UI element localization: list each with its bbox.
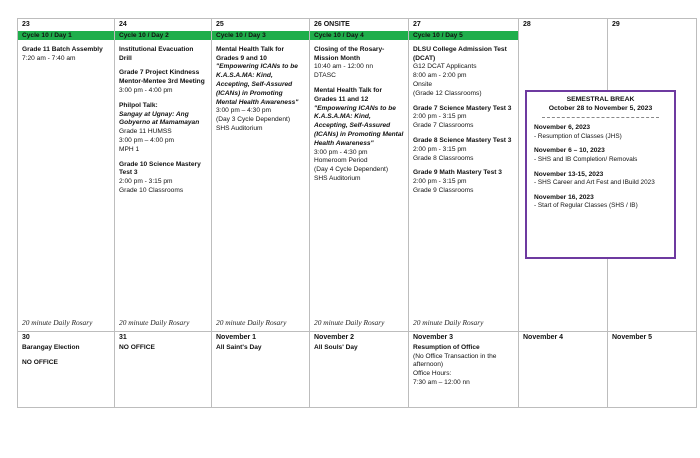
rosary-note: 20 minute Daily Rosary	[216, 318, 287, 327]
cycle-label: Cycle 10 / Day 2	[115, 31, 211, 40]
event	[413, 169, 514, 195]
day-content	[310, 19, 408, 192]
day-cell	[115, 19, 212, 332]
event-detail: 2:00 pm - 3:15 pm	[413, 178, 467, 186]
event-title: Mental Health Talk for Grades 11 and 12	[314, 86, 383, 103]
event	[119, 344, 207, 353]
event	[119, 102, 207, 155]
event-subtitle: Sangay at Ugnay: Ang Gobyerno at Mamamayan	[119, 110, 200, 127]
event	[413, 344, 514, 388]
day-content	[212, 19, 309, 142]
cycle-label: Cycle 10 / Day 5	[409, 31, 518, 40]
day-cell	[18, 332, 115, 408]
event-detail: 8:00 am - 2:00 pm	[413, 72, 467, 80]
rosary-note: 20 minute Daily Rosary	[119, 318, 190, 327]
event-detail: 7:30 am – 12:00 nn	[413, 378, 470, 386]
day-cell	[310, 19, 409, 332]
event	[314, 344, 404, 353]
event-title: All Souls' Day	[314, 343, 358, 351]
break-item-date: November 16, 2023	[534, 193, 594, 201]
event-title: All Saint's Day	[216, 343, 262, 351]
break-item-desc: - Resumption of Classes (JHS)	[534, 132, 622, 140]
event-detail: Onsite	[413, 80, 433, 88]
day-cell	[212, 19, 310, 332]
event-detail: 10:40 am - 12:00 nn	[314, 63, 374, 71]
day-content	[608, 332, 696, 346]
break-item-date: November 13-15, 2023	[534, 170, 604, 178]
day-content	[115, 19, 211, 204]
semestral-break-dates: October 28 to November 5, 2023	[548, 104, 653, 112]
event	[314, 46, 404, 81]
semestral-break-box	[525, 90, 676, 259]
event-detail: 2:00 pm - 3:15 pm	[413, 113, 467, 121]
event-subtitle: "Empowering ICANs to be K.A.S.A.MA: Kind, Accepting, Self-Assured (ICANs) in Promoting Mental Health Awareness"	[216, 63, 299, 106]
day-cell	[212, 332, 310, 408]
day-content	[608, 19, 696, 33]
event-detail: Grade 8 Classrooms	[413, 154, 474, 162]
break-item-desc: - SHS Career and Art Fest and IBuild 2023	[534, 179, 655, 187]
event-title: Resumption of Office	[413, 343, 480, 351]
event-detail: MPH 1	[119, 145, 140, 153]
event-detail: DTASC	[314, 72, 336, 80]
break-item-desc: - SHS and IB Completion/ Removals	[534, 155, 638, 163]
day-number: November 5	[612, 334, 653, 341]
event-title: Grade 7 Science Mastery Test 3	[413, 104, 512, 112]
event-detail: 3:00 pm – 4:00 pm	[119, 136, 174, 144]
event-title: NO OFFICE	[22, 358, 58, 366]
event-title: Grade 7 Project Kindness Mentor-Mentee 3rd Meeting	[119, 69, 205, 86]
day-number: November 2	[314, 334, 355, 341]
event-detail: 2:00 pm - 3:15 pm	[413, 145, 467, 153]
event-title: Philpol Talk:	[119, 101, 158, 109]
day-number: 31	[119, 334, 127, 341]
day-cell	[310, 332, 409, 408]
event-title: DLSU College Admission Test (DCAT)	[413, 45, 507, 62]
event-detail: 7:20 am - 7:40 am	[22, 54, 76, 62]
day-cell	[115, 332, 212, 408]
cycle-label: Cycle 10 / Day 3	[212, 31, 309, 40]
event-title: Grade 8 Science Mastery Test 3	[413, 136, 512, 144]
divider	[542, 117, 659, 118]
event	[119, 161, 207, 196]
event-detail: Homeroom Period	[314, 157, 368, 165]
event	[413, 137, 514, 163]
day-number: November 1	[216, 334, 257, 341]
week-row-2	[18, 332, 697, 408]
day-cell	[409, 332, 519, 408]
event-subtitle: "Empowering ICANs to be K.A.S.A.MA: Kind, Accepting, Self-Assured (ICANs) in Promoting Mental Health Awareness"	[314, 104, 404, 147]
semestral-break-title: SEMESTRAL BREAK	[566, 96, 635, 103]
event	[22, 359, 110, 368]
event-detail: SHS Auditorium	[314, 174, 361, 182]
event-detail: G12 DCAT Applicants	[413, 63, 477, 71]
event-title: Grade 11 Batch Assembly	[22, 45, 103, 53]
day-content	[212, 332, 309, 361]
rosary-note: 20 minute Daily Rosary	[314, 318, 385, 327]
day-content	[409, 332, 518, 396]
event-detail: Grade 7 Classrooms	[413, 122, 474, 130]
event-detail: 2:00 pm - 3:15 pm	[119, 178, 173, 186]
day-number: 25	[216, 21, 224, 28]
day-number: 24	[119, 21, 127, 28]
day-cell	[18, 19, 115, 332]
day-content	[519, 19, 607, 33]
event-detail: 3:00 pm - 4:30 pm	[314, 148, 368, 156]
event-title: Grade 10 Science Mastery Test 3	[119, 160, 201, 177]
day-cell	[409, 19, 519, 332]
day-cell	[608, 332, 697, 408]
event	[216, 46, 305, 134]
cycle-label: Cycle 10 / Day 4	[310, 31, 408, 40]
day-number: November 4	[523, 334, 564, 341]
day-number: 29	[612, 21, 620, 28]
break-item-date: November 6 – 10, 2023	[534, 147, 605, 155]
break-item	[534, 124, 667, 141]
rosary-note: 20 minute Daily Rosary	[413, 318, 484, 327]
day-content	[519, 332, 607, 346]
event-detail: 3:00 pm – 4:30 pm	[216, 107, 271, 115]
cycle-label: Cycle 10 / Day 1	[18, 31, 114, 40]
break-item	[534, 171, 667, 188]
event	[119, 46, 207, 64]
break-item	[534, 147, 667, 164]
day-content	[310, 332, 408, 361]
event-detail: Grade 9 Classrooms	[413, 186, 474, 194]
day-number: November 3	[413, 334, 454, 341]
event-title: Grade 9 Math Mastery Test 3	[413, 169, 502, 177]
event	[22, 344, 110, 353]
event-title: NO OFFICE	[119, 343, 155, 351]
break-item-date: November 6, 2023	[534, 124, 591, 132]
event-detail: (Day 4 Cycle Dependent)	[314, 166, 389, 174]
day-number: 28	[523, 21, 531, 28]
event-detail: SHS Auditorium	[216, 124, 263, 132]
day-number: 27	[413, 21, 421, 28]
day-content	[409, 19, 518, 204]
event-detail: (No Office Transaction in the afternoon)	[413, 352, 497, 369]
event	[216, 344, 305, 353]
event	[413, 105, 514, 131]
event	[119, 69, 207, 95]
event-detail: 3:00 pm - 4:00 pm	[119, 86, 173, 94]
day-content	[18, 19, 114, 71]
day-number: 30	[22, 334, 30, 341]
event	[314, 87, 404, 184]
break-item-desc: - Start of Regular Classes (SHS / IB)	[534, 202, 638, 210]
event-title: Barangay Election	[22, 343, 80, 351]
event-detail: Grade 11 HUMSS	[119, 128, 172, 136]
event-title: Closing of the Rosary-Mission Month	[314, 45, 385, 62]
day-content	[115, 332, 211, 361]
day-number: 26 ONSITE	[314, 21, 350, 28]
event-detail: (Day 3 Cycle Dependent)	[216, 116, 291, 124]
day-cell	[519, 332, 608, 408]
event-detail: Office Hours:	[413, 370, 452, 378]
day-number: 23	[22, 21, 30, 28]
event-title: Institutional Evacuation Drill	[119, 45, 194, 62]
event	[22, 46, 110, 64]
event-detail: (Grade 12 Classrooms)	[413, 89, 482, 97]
event-detail: Grade 10 Classrooms	[119, 186, 184, 194]
event-title: Mental Health Talk for Grades 9 and 10	[216, 45, 285, 62]
break-item	[534, 194, 667, 211]
event	[413, 46, 514, 99]
day-content	[18, 332, 114, 375]
rosary-note: 20 minute Daily Rosary	[22, 318, 93, 327]
